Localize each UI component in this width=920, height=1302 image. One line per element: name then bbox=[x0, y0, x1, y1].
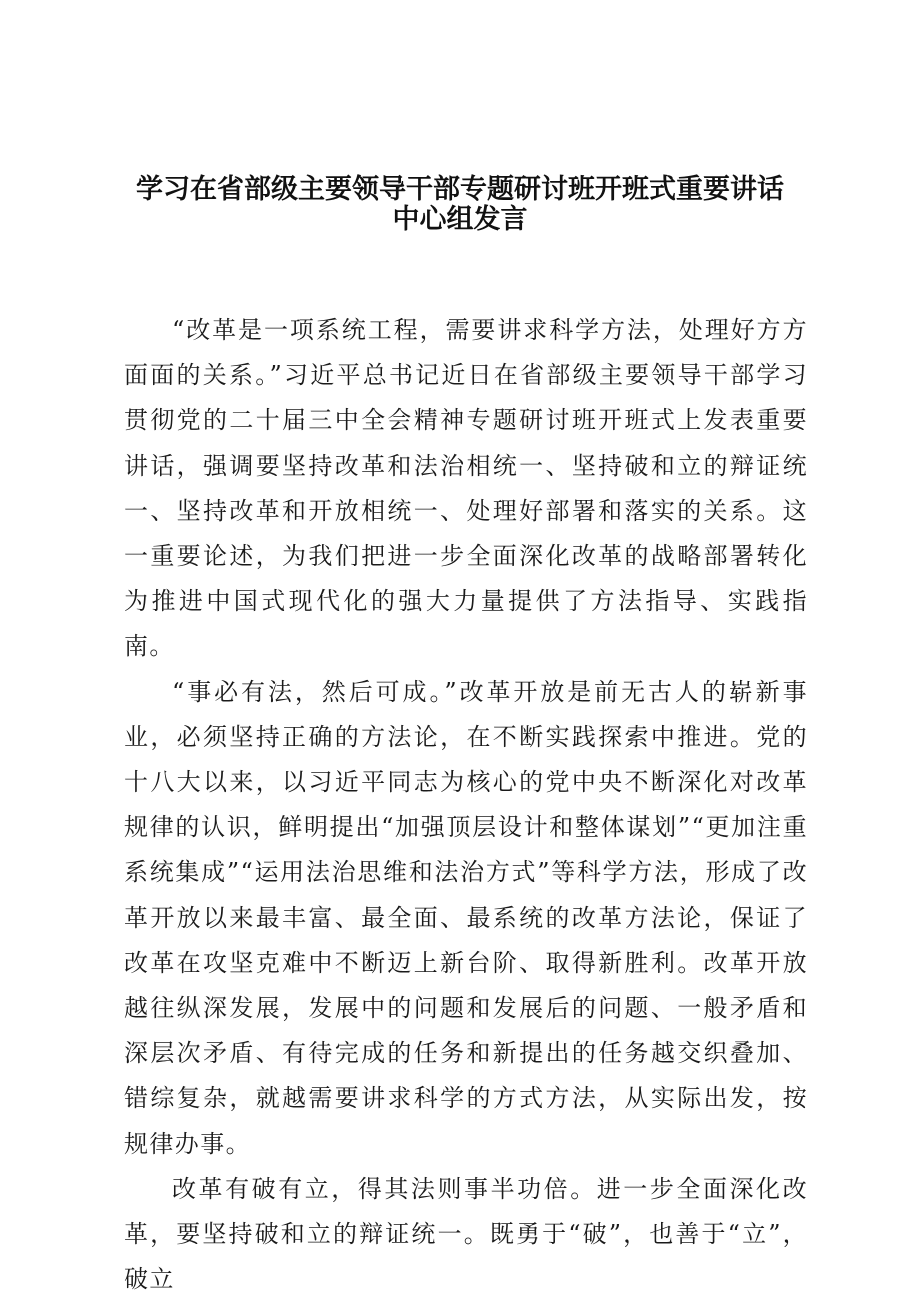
paragraph-2: “事必有法，然后可成。”改革开放是前无古人的崭新事业，必须坚持正确的方法论，在不断实践探索中推进。党的十八大以来，以习近平同志为核心的党中央不断深化对改革规律的认识，鲜明提出“加强顶层设计和整体谋划”“更加注重系统集成”“运用法治思维和法治方式”等科学方法，形成了改革开放以来最丰富、最全面、最系统的改革方法论，保证了改革在攻坚克难中不断迈上新台阶、取得新胜利。改革开放越往纵深发展，发展中的问题和发展后的问题、一般矛盾和深层次矛盾、有待完成的任务和新提出的任务越交织叠加、错综复杂，就越需要讲求科学的方式方法，从实际出发，按规律办事。 bbox=[124, 677, 808, 1158]
document-body bbox=[124, 308, 808, 1302]
document-title-line-1: 学习在省部级主要领导干部专题研讨班开班式重要讲话 bbox=[136, 174, 784, 205]
paragraph-1: “改革是一项系统工程，需要讲求科学方法，处理好方方面面的关系。”习近平总书记近日在省部级主要领导干部学习贯彻党的二十届三中全会精神专题研讨班开班式上发表重要讲话，强调要坚持改革和法治相统一、坚持破和立的辩证统一、坚持改革和开放相统一、处理好部署和落实的关系。这一重要论述，为我们把进一步全面深化改革的战略部署转化为推进中国式现代化的强大力量提供了方法指导、实践指南。 bbox=[124, 316, 808, 661]
document-title-line-2: 中心组发言 bbox=[392, 204, 528, 235]
paragraph-3: 改革有破有立，得其法则事半功倍。进一步全面深化改革，要坚持破和立的辩证统一。既勇于“破”，也善于“立”，破立 bbox=[124, 1174, 808, 1294]
